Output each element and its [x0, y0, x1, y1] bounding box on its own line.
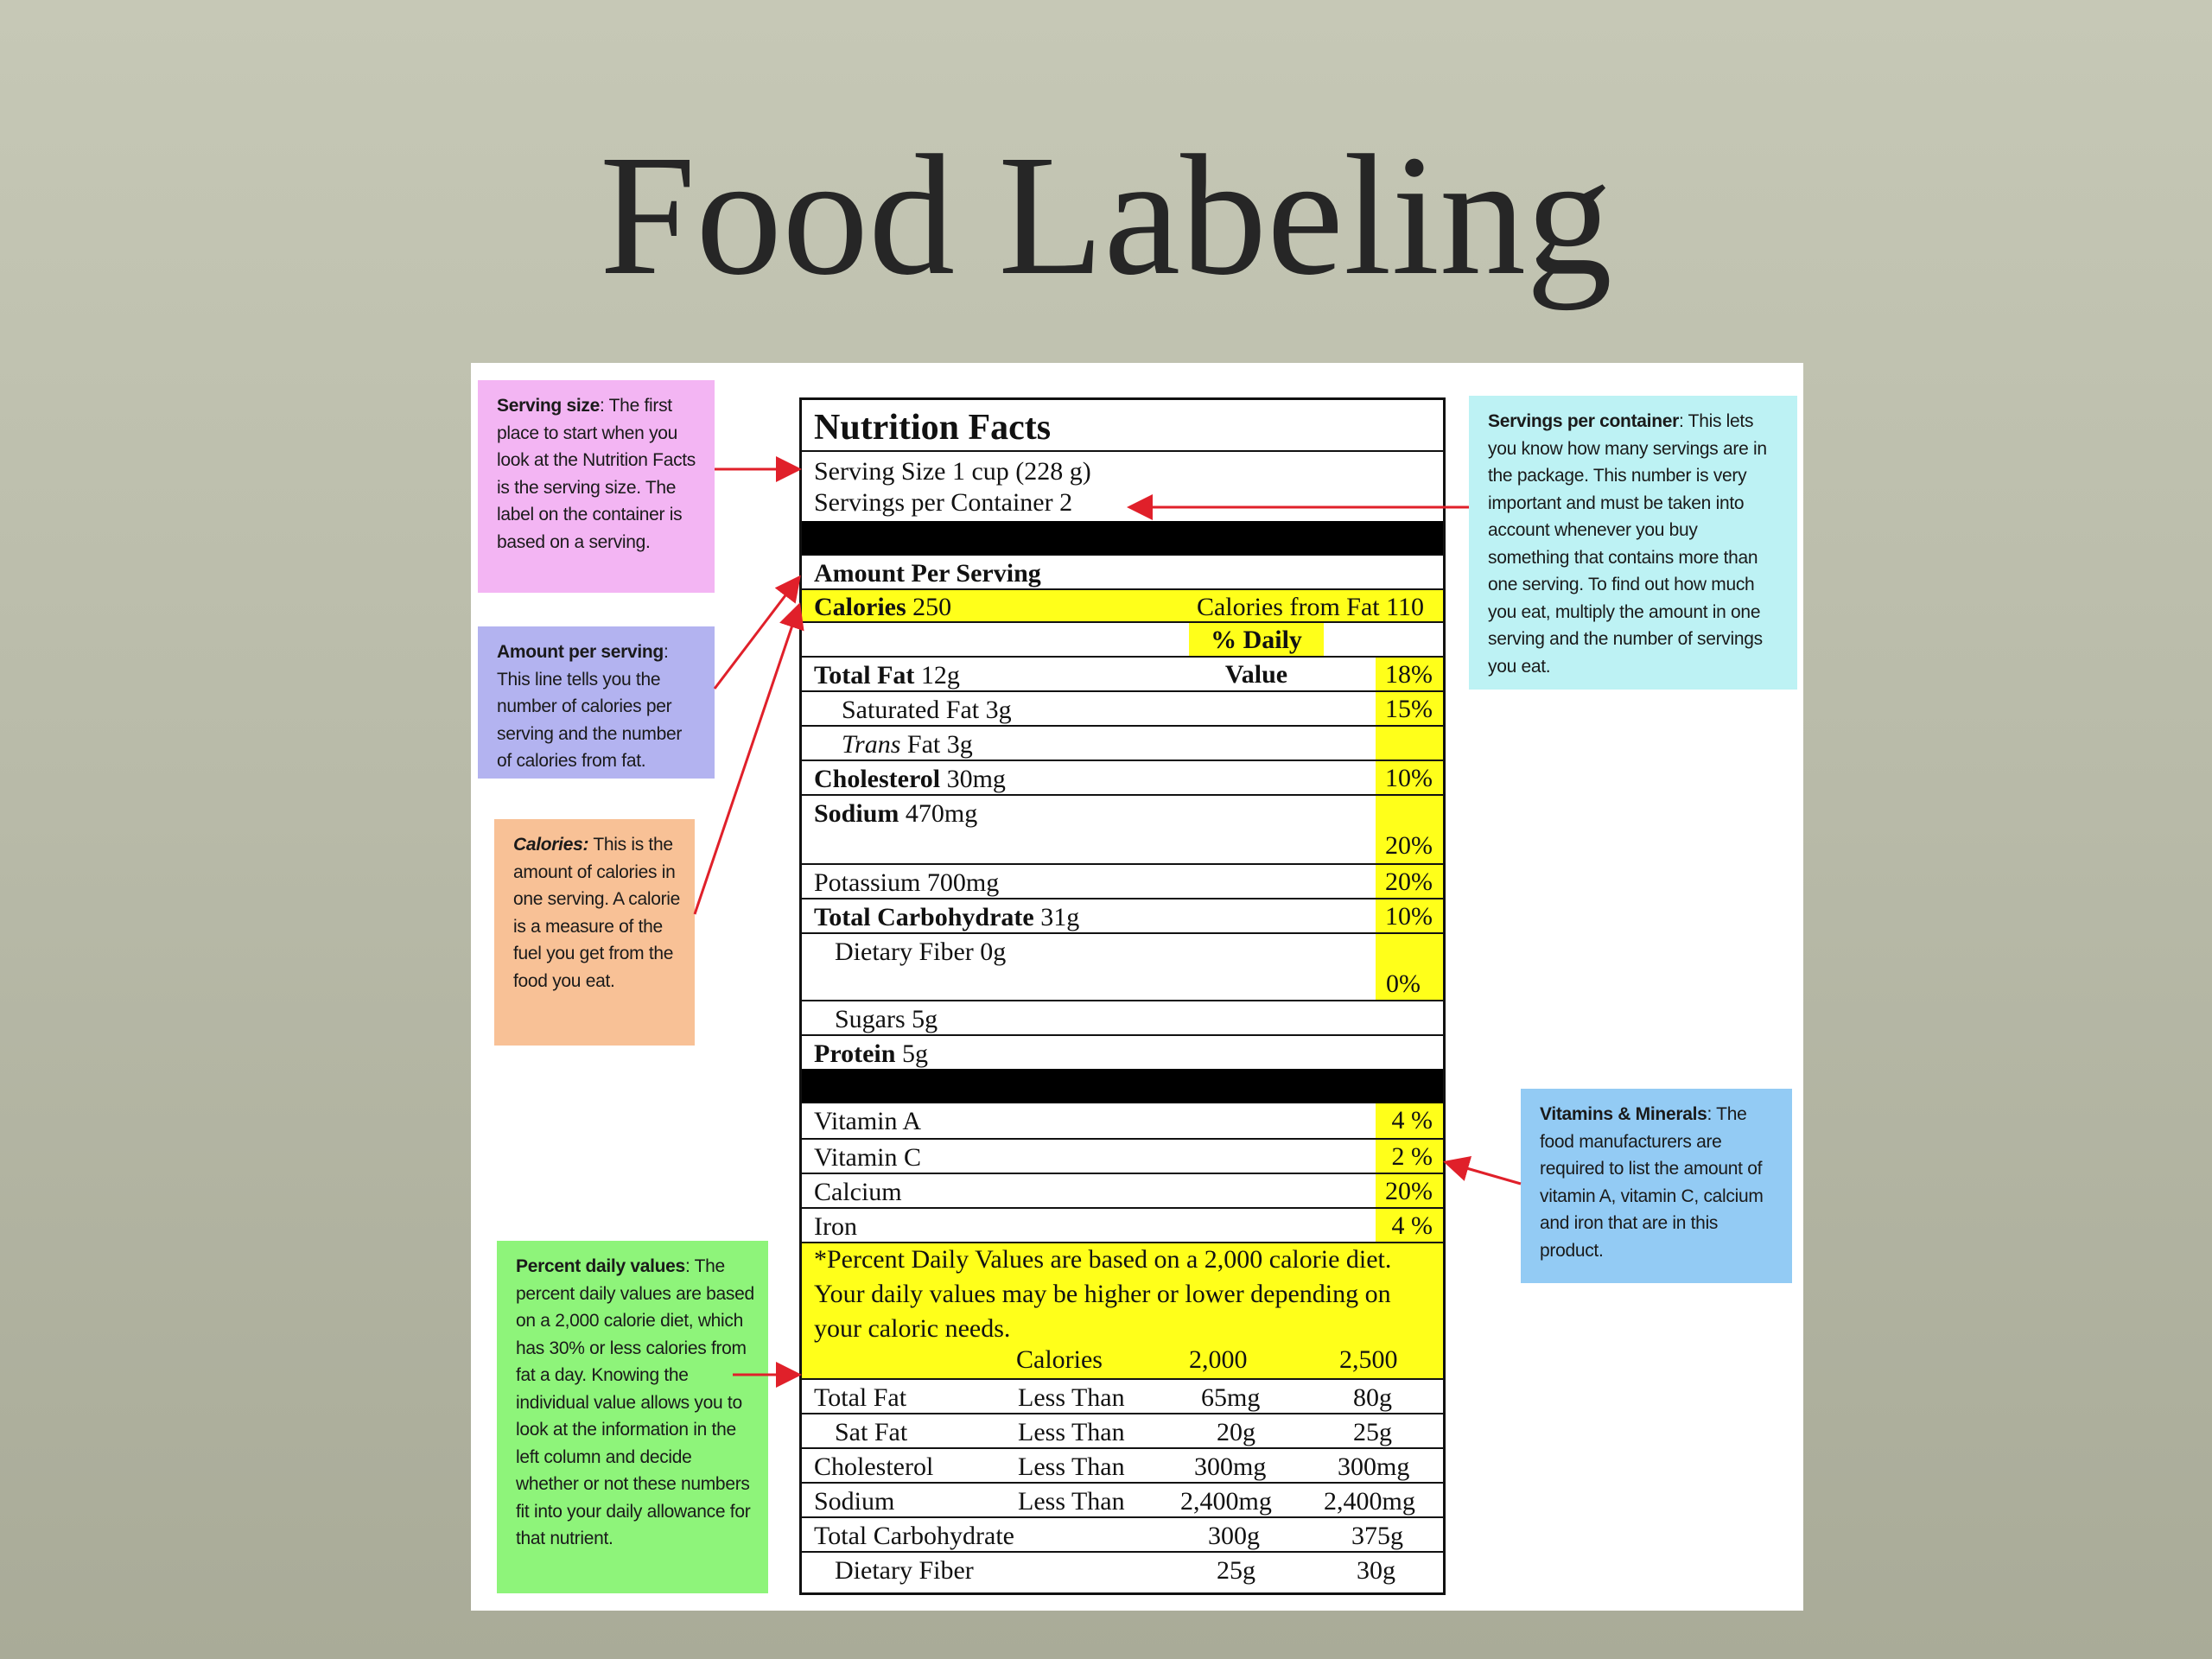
- callout-heading: Percent daily values: [516, 1256, 685, 1276]
- arrow-vitamins: [1446, 1162, 1521, 1184]
- nutrient-pct: 18%: [1376, 658, 1443, 692]
- nutrient-name: Dietary Fiber: [835, 938, 974, 966]
- vitamin-name: Vitamin C: [814, 1143, 922, 1172]
- slide-title: Food Labeling: [599, 120, 1613, 311]
- nutrient-name: Trans: [842, 730, 901, 759]
- callout-heading: Servings per container: [1488, 411, 1679, 431]
- nutrient-amount: 3g: [946, 730, 973, 759]
- nutrient-pct: 20%: [1376, 865, 1443, 899]
- footer-value-2000: 300g: [1208, 1522, 1260, 1550]
- footer-2000-header: 2,000: [1189, 1345, 1248, 1374]
- footer-2500-header: 2,500: [1339, 1345, 1398, 1374]
- nutrient-amount: 12g: [920, 661, 960, 690]
- footer-nutrient: Total Fat: [814, 1383, 907, 1412]
- vitamin-name: Iron: [814, 1212, 857, 1241]
- footer-qualifier: Less Than: [1018, 1487, 1125, 1516]
- footer-value-2000: 2,400mg: [1180, 1487, 1272, 1516]
- servings-per-container-text: Servings per Container 2: [814, 488, 1073, 517]
- callout-heading: Vitamins & Minerals: [1540, 1104, 1707, 1124]
- arrow-amount-per-serving: [715, 577, 799, 689]
- footer-value-2000: 300mg: [1194, 1452, 1267, 1481]
- vitamin-pct: 4 %: [1376, 1103, 1443, 1138]
- nutrient-pct: 10%: [1376, 761, 1443, 796]
- calories-value: 250: [912, 593, 952, 621]
- nutrient-amount: 5g: [912, 1005, 938, 1033]
- callout-text: : This lets you know how many servings are in the package. This number is very important and must be taken into account whenever you buy something that contains more than one serving. To find out how much you eat, multiply the amount in one serving and the number of servings you eat.: [1488, 411, 1767, 677]
- nutrient-amount: 700mg: [926, 868, 1000, 897]
- nutrient-amount: 31g: [1040, 903, 1080, 931]
- footnote-line: *Percent Daily Values are based on a 2,000 calorie diet.: [814, 1245, 1392, 1274]
- vitamin-pct: 4 %: [1376, 1209, 1443, 1243]
- nutrient-name: Sodium: [814, 799, 899, 828]
- callout-text: : This line tells you the number of calories per serving and the number of calories from fat.: [497, 642, 683, 771]
- footer-value-2000: 65mg: [1201, 1383, 1261, 1412]
- footer-value-2500: 80g: [1353, 1383, 1392, 1412]
- callout-heading: Serving size: [497, 396, 600, 416]
- arrow-calories: [695, 605, 799, 914]
- nutrient-name: Saturated Fat: [842, 696, 980, 724]
- nutrient-amount: 3g: [985, 696, 1012, 724]
- nutrient-name: Total Fat: [814, 661, 915, 690]
- callout-text: : The first place to start when you look at the Nutrition Facts is the serving size. The label on the container is based on a serving.: [497, 396, 696, 552]
- footer-nutrient: Sat Fat: [835, 1418, 908, 1446]
- daily-value-header: % Daily Value: [1189, 623, 1324, 658]
- footer-value-2500: 300mg: [1338, 1452, 1410, 1481]
- nutrient-name-suffix: Fat: [906, 730, 941, 759]
- footer-nutrient: Total Carbohydrate: [814, 1522, 1014, 1550]
- footer-calories-header: Calories: [1016, 1345, 1103, 1374]
- footnote-line: Your daily values may be higher or lower depending on: [814, 1280, 1391, 1308]
- callout-text: : The food manufacturers are required to list the amount of vitamin A, vitamin C, calcium and iron that are in this product.: [1540, 1104, 1764, 1261]
- nutrient-amount: 30mg: [946, 765, 1006, 793]
- footer-value-2500: 30g: [1357, 1556, 1395, 1585]
- vitamin-pct: 20%: [1376, 1174, 1443, 1209]
- footer-value-2500: 25g: [1353, 1418, 1392, 1446]
- footer-value-2000: 20g: [1217, 1418, 1255, 1446]
- nutrient-pct: 15%: [1376, 692, 1443, 727]
- footer-value-2500: 375g: [1351, 1522, 1403, 1550]
- callout-text: : The percent daily values are based on a 2,000 calorie diet, which has 30% or less calories from fat a day. Knowing the individual value allows you to look at the information in the left column and decide whether or not these numbers fit into your daily allowance for that nutrient.: [516, 1256, 754, 1548]
- footer-value-2500: 2,400mg: [1324, 1487, 1415, 1516]
- footer-nutrient: Cholesterol: [814, 1452, 934, 1481]
- serving-size-text: Serving Size 1 cup (228 g): [814, 457, 1091, 486]
- callout-heading: Amount per serving: [497, 642, 664, 662]
- nutrient-name: Sugars: [835, 1005, 906, 1033]
- footer-nutrient: Dietary Fiber: [835, 1556, 974, 1585]
- amount-per-serving-text: Amount Per Serving: [814, 559, 1041, 588]
- nutrient-amount: 0g: [980, 938, 1007, 966]
- footnote-line: your caloric needs.: [814, 1314, 1011, 1343]
- calories-label: Calories: [814, 593, 906, 621]
- nutrient-amount: 5g: [901, 1039, 928, 1068]
- nutrient-amount: 470mg: [905, 799, 978, 828]
- nutrient-name: Total Carbohydrate: [814, 903, 1034, 931]
- nutrient-pct: 0%: [1376, 934, 1443, 1001]
- calories-from-fat: Calories from Fat 110: [1196, 593, 1424, 621]
- vitamin-pct: 2 %: [1376, 1140, 1443, 1174]
- callout-heading: Calories:: [513, 835, 589, 855]
- footer-qualifier: Less Than: [1018, 1383, 1125, 1412]
- vitamin-name: Vitamin A: [814, 1107, 922, 1135]
- footer-nutrient: Sodium: [814, 1487, 895, 1516]
- footer-value-2000: 25g: [1217, 1556, 1255, 1585]
- nutrient-name: Protein: [814, 1039, 896, 1068]
- footer-qualifier: Less Than: [1018, 1418, 1125, 1446]
- nutrient-name: Cholesterol: [814, 765, 941, 793]
- footer-qualifier: Less Than: [1018, 1452, 1125, 1481]
- nutrient-pct: 20%: [1376, 796, 1443, 865]
- nutrient-name: Potassium: [814, 868, 921, 897]
- vitamin-name: Calcium: [814, 1178, 902, 1206]
- callout-text: This is the amount of calories in one serving. A calorie is a measure of the fuel you get from the food you eat.: [513, 835, 681, 991]
- label-heading: Nutrition Facts: [814, 408, 1052, 448]
- nutrient-pct: 10%: [1376, 899, 1443, 934]
